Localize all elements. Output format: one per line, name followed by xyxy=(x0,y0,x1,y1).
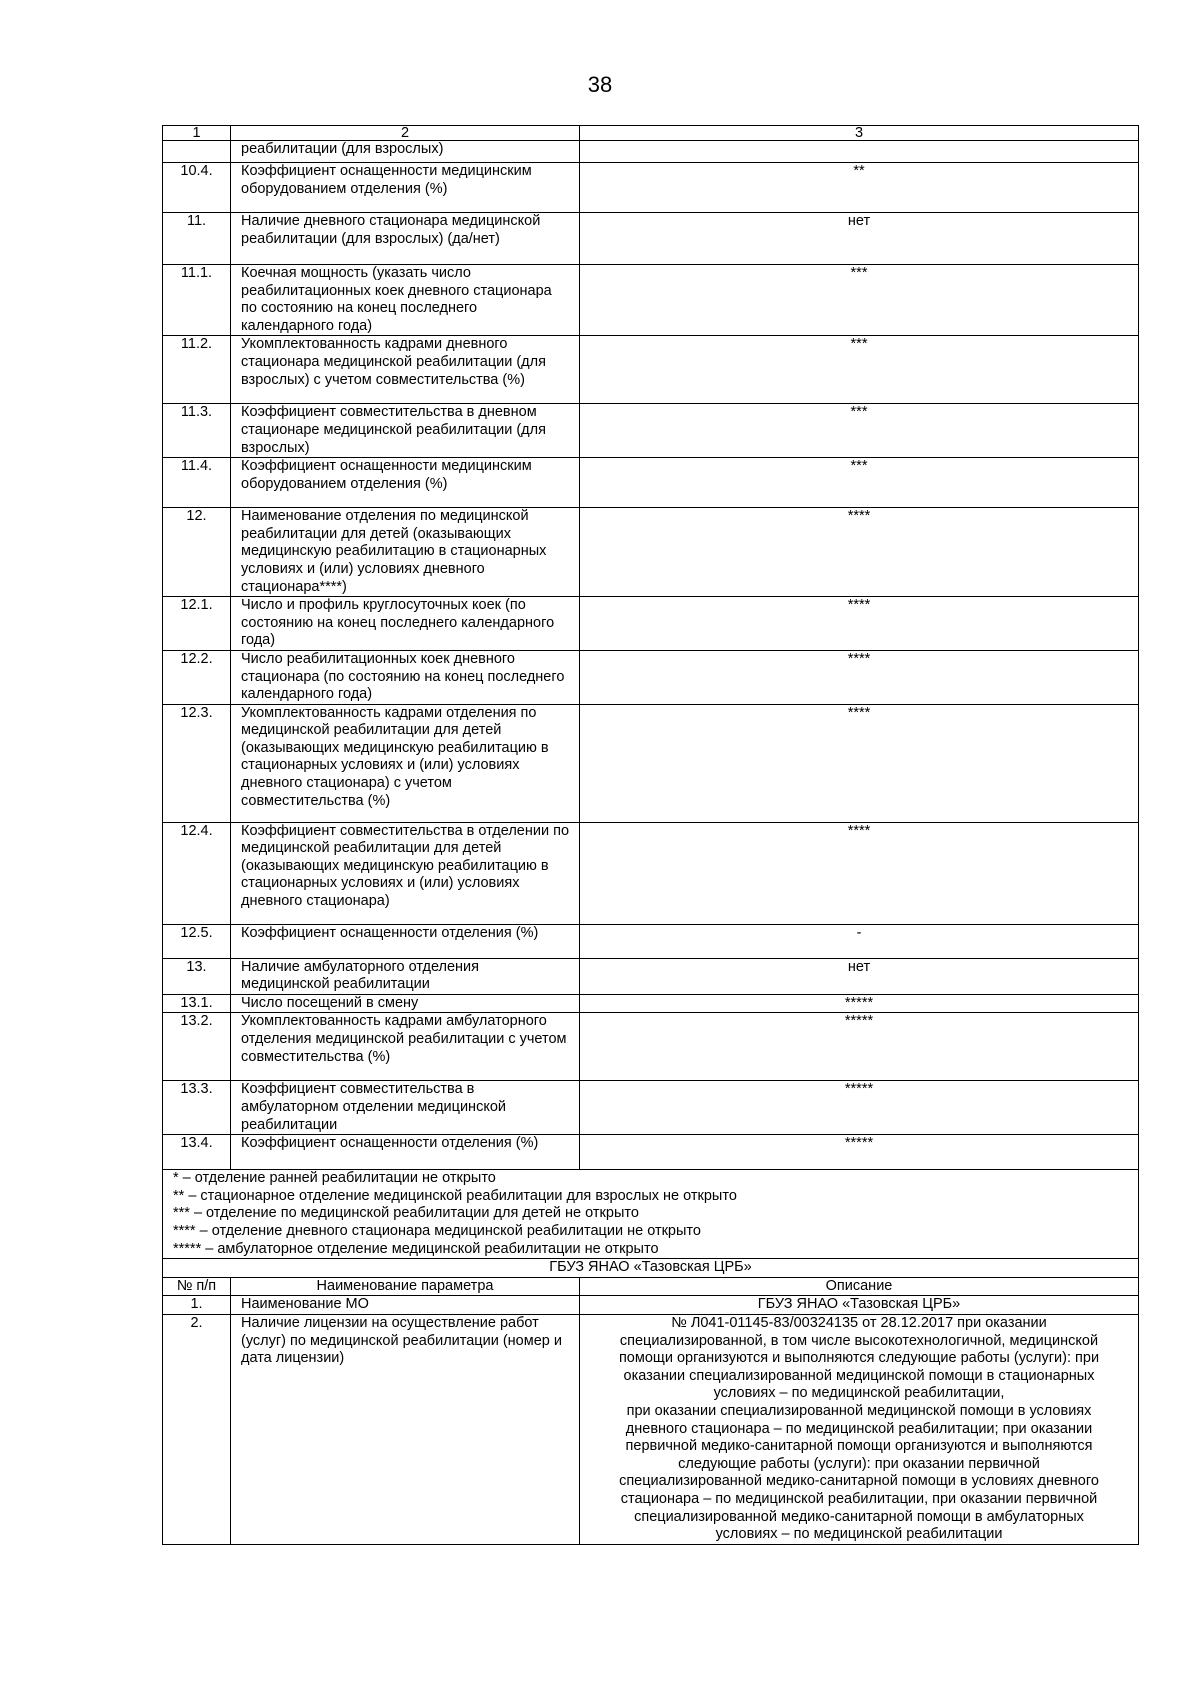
table-row xyxy=(163,704,1139,822)
section-header-description: Описание xyxy=(580,1277,1139,1296)
row-number: 13. xyxy=(163,958,231,994)
row-number: 12.4. xyxy=(163,822,231,924)
row-parameter: Наличие амбулаторного отделения медицинской реабилитации xyxy=(231,958,580,994)
table-row xyxy=(163,1013,1139,1081)
license-row xyxy=(163,1315,1139,1545)
row-value: ***** xyxy=(580,1013,1139,1081)
row-value: **** xyxy=(580,597,1139,651)
row-parameter: Укомплектованность кадрами отделения по медицинской реабилитации для детей (оказывающих медицинскую реабилитацию в стационарных условиях и (или) условиях дневного стационара) с учетом совместительства (%) xyxy=(231,704,580,822)
row-value: *** xyxy=(580,458,1139,508)
section-header-row xyxy=(163,1277,1139,1296)
table-row xyxy=(163,213,1139,265)
row-number: 11.4. xyxy=(163,458,231,508)
table-row xyxy=(163,265,1139,336)
license-description-line: дневного стационара – по медицинской реабилитации; при оказании xyxy=(625,1420,1093,1437)
license-description-line: специализированной медико-санитарной помощи в амбулаторных xyxy=(634,1508,1084,1525)
row-parameter: Коэффициент оснащенности отделения (%) xyxy=(231,1135,580,1170)
license-description-line: условиях – по медицинской реабилитации, xyxy=(713,1385,1005,1402)
row-parameter: Коэффициент оснащенности отделения (%) xyxy=(231,924,580,958)
row-number: 13.1. xyxy=(163,994,231,1013)
row-number: 11.2. xyxy=(163,336,231,404)
row-value: ** xyxy=(580,163,1139,213)
license-row-parameter: Наличие лицензии на осуществление работ (услуг) по медицинской реабилитации (номер и дата лицензии) xyxy=(231,1315,580,1545)
row-parameter: Коэффициент оснащенности медицинским оборудованием отделения (%) xyxy=(231,163,580,213)
row-parameter: Наименование отделения по медицинской реабилитации для детей (оказывающих медицинскую реабилитацию в стационарных условиях и (или) условиях дневного стационара****) xyxy=(231,508,580,597)
license-description-line: № Л041-01145-83/00324135 от 28.12.2017 при оказании xyxy=(671,1315,1047,1331)
section-row-number: 1. xyxy=(163,1296,231,1315)
row-number: 11.1. xyxy=(163,265,231,336)
table-row xyxy=(163,336,1139,404)
row-parameter: реабилитации (для взрослых) xyxy=(231,141,580,163)
row-parameter: Наличие дневного стационара медицинской реабилитации (для взрослых) (да/нет) xyxy=(231,213,580,265)
table-row xyxy=(163,458,1139,508)
license-row-description xyxy=(580,1315,1139,1545)
row-value xyxy=(580,141,1139,163)
table-row xyxy=(163,141,1139,163)
license-description-line: первичной медико-санитарной помощи организуются и выполняются xyxy=(625,1438,1093,1455)
table-row xyxy=(163,924,1139,958)
row-value: *** xyxy=(580,336,1139,404)
parameters-table xyxy=(162,125,1139,1545)
license-row-number: 2. xyxy=(163,1315,231,1545)
row-number: 12.3. xyxy=(163,704,231,822)
section-row-description: ГБУЗ ЯНАО «Тазовская ЦРБ» xyxy=(580,1296,1139,1315)
table-row xyxy=(163,508,1139,597)
license-description-line: оказании специализированной медицинской помощи в стационарных xyxy=(623,1367,1095,1384)
footnotes xyxy=(163,1170,1139,1259)
table-row xyxy=(163,163,1139,213)
row-value: **** xyxy=(580,704,1139,822)
row-value: **** xyxy=(580,822,1139,924)
license-description-line: следующие работы (услуги): при оказании первичной xyxy=(678,1455,1040,1472)
table-row xyxy=(163,650,1139,704)
table-row xyxy=(163,1081,1139,1135)
header-col-1: 1 xyxy=(163,126,231,141)
row-parameter: Укомплектованность кадрами амбулаторного отделения медицинской реабилитации с учетом совместительства (%) xyxy=(231,1013,580,1081)
notes-row xyxy=(163,1170,1139,1259)
section-row-parameter: Наименование МО xyxy=(231,1296,580,1315)
row-number: 12.5. xyxy=(163,924,231,958)
license-description-line: специализированной, в том числе высокотехнологичной, медицинской xyxy=(619,1332,1099,1349)
row-parameter: Коэффициент совместительства в амбулаторном отделении медицинской реабилитации xyxy=(231,1081,580,1135)
row-value: нет xyxy=(580,958,1139,994)
row-value: **** xyxy=(580,508,1139,597)
footnote-line: ***** – амбулаторное отделение медицинской реабилитации не открыто xyxy=(173,1240,659,1257)
section-title-row xyxy=(163,1259,1139,1278)
row-number: 13.3. xyxy=(163,1081,231,1135)
row-parameter: Число и профиль круглосуточных коек (по состоянию на конец последнего календарного года) xyxy=(231,597,580,651)
row-value: ***** xyxy=(580,994,1139,1013)
row-parameter: Коэффициент оснащенности медицинским оборудованием отделения (%) xyxy=(231,458,580,508)
table-row xyxy=(163,1135,1139,1170)
row-number: 12.1. xyxy=(163,597,231,651)
section-row xyxy=(163,1296,1139,1315)
license-description-line: помощи организуются и выполняются следующие работы (услуги): при xyxy=(618,1350,1100,1367)
table-row xyxy=(163,404,1139,458)
row-parameter: Коэффициент совместительства в дневном стационаре медицинской реабилитации (для взрослых) xyxy=(231,404,580,458)
table-row xyxy=(163,822,1139,924)
row-value: **** xyxy=(580,650,1139,704)
row-value: ***** xyxy=(580,1081,1139,1135)
row-parameter: Число реабилитационных коек дневного стационара (по состоянию на конец последнего календарного года) xyxy=(231,650,580,704)
license-description-line: стационара – по медицинской реабилитации, при оказании первичной xyxy=(620,1490,1098,1507)
row-number xyxy=(163,141,231,163)
row-number: 13.2. xyxy=(163,1013,231,1081)
row-number: 12. xyxy=(163,508,231,597)
section-title: ГБУЗ ЯНАО «Тазовская ЦРБ» xyxy=(163,1259,1139,1278)
license-description-line: условиях – по медицинской реабилитации xyxy=(715,1526,1003,1543)
footnote-line: *** – отделение по медицинской реабилитации для детей не открыто xyxy=(173,1205,639,1222)
license-description-line: при оказании специализированной медицинской помощи в условиях xyxy=(626,1402,1092,1419)
row-value: - xyxy=(580,924,1139,958)
section-header-number: № п/п xyxy=(163,1277,231,1296)
row-value: ***** xyxy=(580,1135,1139,1170)
row-value: *** xyxy=(580,404,1139,458)
footnote-line: ** – стационарное отделение медицинской реабилитации для взрослых не открыто xyxy=(173,1187,737,1204)
row-number: 12.2. xyxy=(163,650,231,704)
footnote-line: * – отделение ранней реабилитации не открыто xyxy=(173,1170,496,1187)
page-number: 38 xyxy=(587,72,613,97)
row-number: 11. xyxy=(163,213,231,265)
row-number: 11.3. xyxy=(163,404,231,458)
row-value: нет xyxy=(580,213,1139,265)
table-row xyxy=(163,958,1139,994)
header-col-3: 3 xyxy=(580,126,1139,141)
row-parameter: Коэффициент совместительства в отделении по медицинской реабилитации для детей (оказывающих медицинскую реабилитацию в стационарных условиях и (или) условиях дневного стационара) xyxy=(231,822,580,924)
table-row xyxy=(163,994,1139,1013)
footnote-line: **** – отделение дневного стационара медицинской реабилитации не открыто xyxy=(173,1223,701,1240)
row-parameter: Число посещений в смену xyxy=(231,994,580,1013)
header-col-2: 2 xyxy=(231,126,580,141)
section-header-parameter: Наименование параметра xyxy=(231,1277,580,1296)
row-value: *** xyxy=(580,265,1139,336)
license-description-line: специализированной медико-санитарной помощи в условиях дневного xyxy=(619,1473,1099,1490)
row-parameter: Коечная мощность (указать число реабилитационных коек дневного стационара по состоянию на конец последнего календарного года) xyxy=(231,265,580,336)
row-number: 10.4. xyxy=(163,163,231,213)
column-number-header-row xyxy=(163,126,1139,141)
table-row xyxy=(163,597,1139,651)
row-parameter: Укомплектованность кадрами дневного стационара медицинской реабилитации (для взрослых) с учетом совместительства (%) xyxy=(231,336,580,404)
row-number: 13.4. xyxy=(163,1135,231,1170)
